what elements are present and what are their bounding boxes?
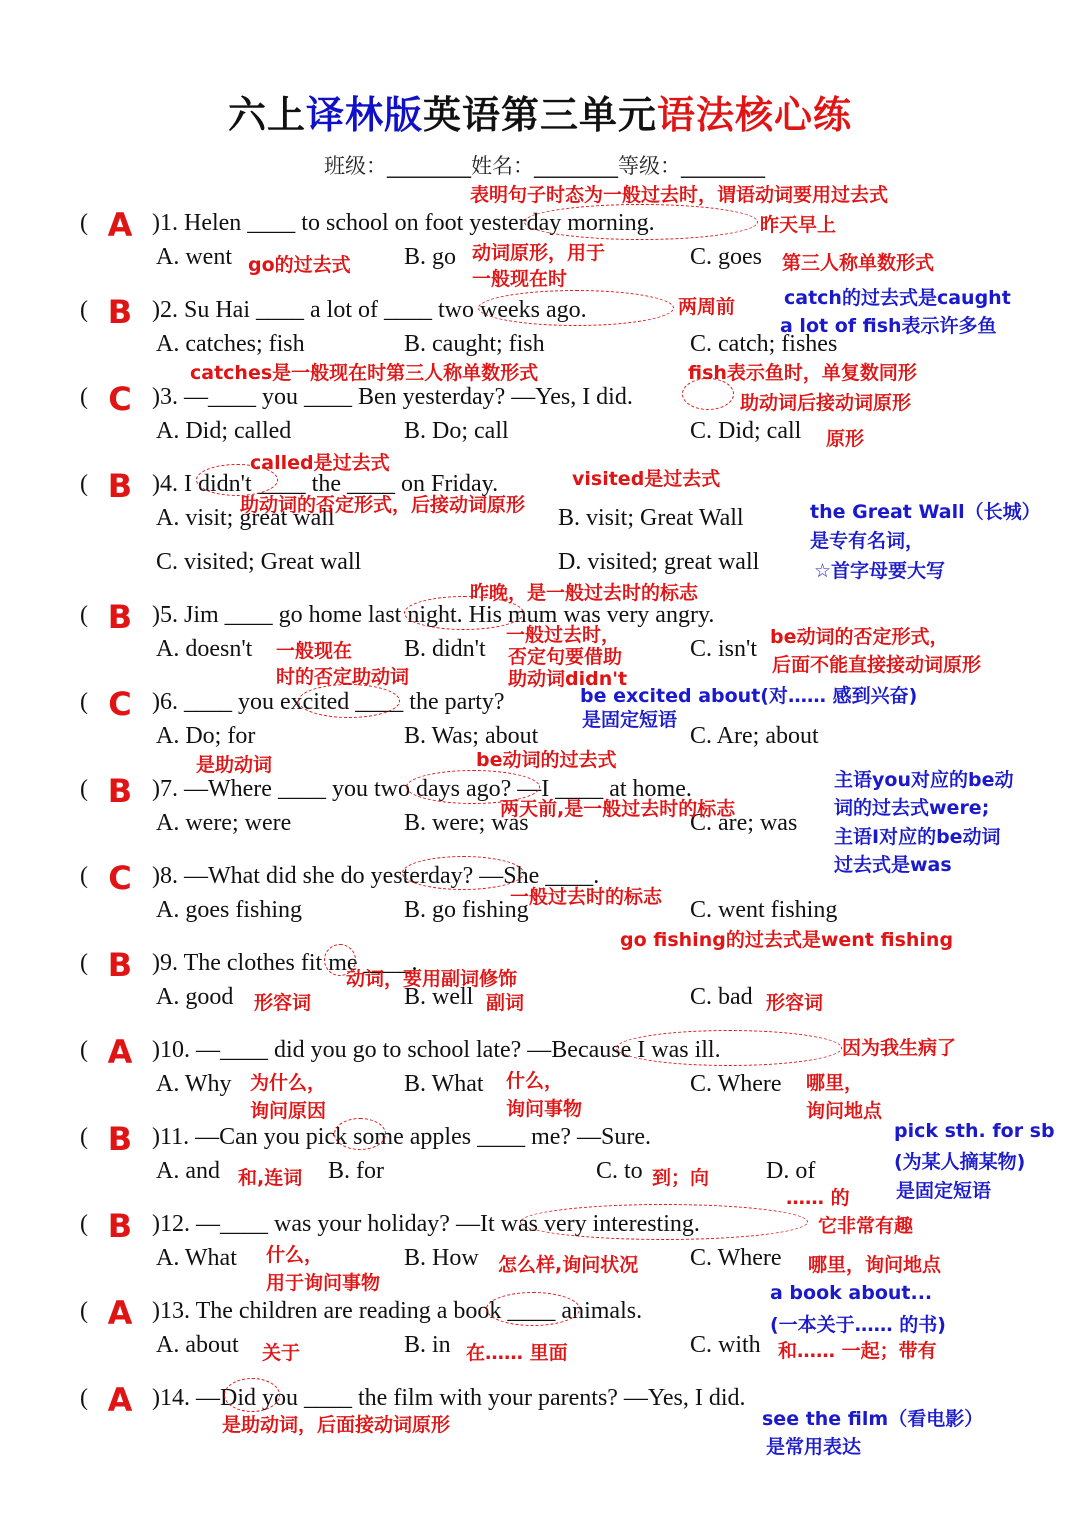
option-d: D. visited; great wall — [558, 549, 760, 575]
annotation-note: 一般现在 — [276, 640, 353, 662]
close-paren: ) — [152, 689, 160, 715]
answer-mark: A — [107, 1294, 133, 1332]
annotation-note: called是过去式 — [250, 452, 390, 474]
answer-mark: B — [107, 293, 133, 331]
annotation-note: 是固定短语 — [582, 709, 678, 731]
answer-mark: C — [108, 380, 132, 418]
question-body: 7. —Where ____ you two days ago? —I ____ at home. — [160, 776, 692, 802]
annotation-note: 形容词 — [766, 992, 824, 1014]
option-b: B. in — [404, 1332, 451, 1358]
question-body: 11. —Can you pick some apples ____ me? —Sure. — [160, 1124, 652, 1150]
answer-mark: C — [108, 859, 132, 897]
option-c: C. visited; Great wall — [156, 549, 362, 575]
annotation-note: 助动词didn't — [508, 668, 628, 690]
option-b: B. caught; fish — [404, 331, 545, 357]
dashed-circle-mark — [520, 1204, 808, 1240]
annotation-note: 一般过去时的标志 — [510, 886, 663, 908]
annotation-note: ☆首字母要大写 — [814, 560, 946, 582]
question-body: 12. —____ was your holiday? —It was very interesting. — [160, 1211, 700, 1237]
annotation-note: 在…… 里面 — [466, 1342, 568, 1364]
open-paren: ( — [80, 863, 88, 889]
annotation-note: go fishing的过去式是went fishing — [620, 929, 954, 951]
open-paren: ( — [80, 210, 88, 236]
open-paren: ( — [80, 1211, 88, 1237]
option-c: C. bad — [690, 984, 753, 1010]
option-a: A. doesn't — [156, 636, 253, 662]
annotation-note: 动词，要用副词修饰 — [346, 968, 518, 990]
question-body: 10. —____ did you go to school late? —Because I was ill. — [160, 1037, 721, 1063]
question-body: 1. Helen ____ to school on foot yesterday morning. — [160, 210, 655, 236]
page-title — [0, 84, 1080, 139]
option-a: A. Why — [156, 1071, 232, 1097]
option-a: A. Do; for — [156, 723, 256, 749]
dashed-circle-mark — [196, 464, 278, 496]
annotation-note: 是助动词 — [196, 754, 273, 776]
option-b: B. What — [404, 1071, 484, 1097]
open-paren: ( — [80, 1124, 88, 1150]
option-a: A. were; were — [156, 810, 292, 836]
answer-mark: B — [107, 1120, 133, 1158]
option-a: A. and — [156, 1158, 220, 1184]
close-paren: ) — [152, 384, 160, 410]
close-paren: ) — [152, 1211, 160, 1237]
dashed-circle-mark — [682, 378, 734, 410]
dashed-circle-mark — [524, 204, 758, 240]
close-paren: ) — [152, 210, 160, 236]
annotation-note: 为什么， — [250, 1072, 327, 1094]
answer-mark: A — [107, 1381, 133, 1419]
option-c: C. catch; fishes — [690, 331, 838, 357]
question-body: 4. I didn't ____ the ____ on Friday. — [160, 471, 499, 497]
question-body: 8. —What did she do yesterday? —She ____. — [160, 863, 600, 889]
open-paren: ( — [80, 471, 88, 497]
title-part-2: 译林版 — [305, 93, 423, 137]
annotation-note: 表明句子时态为一般过去时，谓语动词要用过去式 — [470, 184, 889, 206]
annotation-note: 原形 — [826, 428, 865, 450]
dashed-circle-mark — [404, 596, 524, 630]
annotation-note: 和,连词 — [238, 1167, 303, 1189]
annotation-note: 第三人称单数形式 — [782, 252, 935, 274]
answer-mark: B — [107, 598, 133, 636]
close-paren: ) — [152, 1124, 160, 1150]
close-paren: ) — [152, 863, 160, 889]
annotation-note: 昨晚，是一般过去时的标志 — [470, 582, 699, 604]
answer-mark: B — [107, 1207, 133, 1245]
open-paren: ( — [80, 602, 88, 628]
close-paren: ) — [152, 471, 160, 497]
annotation-note: catch的过去式是caught — [784, 287, 1011, 309]
annotation-note: be动词的过去式 — [476, 749, 617, 771]
dashed-circle-mark — [486, 1292, 580, 1326]
option-b: B. well — [404, 984, 474, 1010]
dashed-circle-mark — [478, 290, 674, 326]
annotation-note: 助动词的否定形式，后接动词原形 — [240, 494, 526, 516]
dashed-circle-mark — [324, 944, 356, 976]
dashed-circle-mark — [402, 856, 524, 890]
annotation-note: 是常用表达 — [766, 1436, 862, 1458]
student-info-line: 班级：________姓名：________等级：________ — [324, 154, 765, 178]
question-body: 13. The children are reading a book ____ animals. — [160, 1298, 643, 1324]
annotation-note: 两天前,是一般过去时的标志 — [500, 798, 736, 820]
annotation-note: see the film（看电影） — [762, 1408, 984, 1430]
annotation-note: a lot of fish表示许多鱼 — [780, 315, 997, 337]
dashed-circle-mark — [224, 1378, 280, 1412]
close-paren: ) — [152, 1037, 160, 1063]
annotation-note: 关于 — [262, 1342, 301, 1364]
annotation-note: 动词原形，用于 — [472, 242, 606, 264]
open-paren: ( — [80, 950, 88, 976]
annotation-note: 和…… 一起；带有 — [778, 1340, 937, 1362]
open-paren: ( — [80, 384, 88, 410]
open-paren: ( — [80, 1298, 88, 1324]
option-c: C. Did; call — [690, 418, 802, 444]
annotation-note: go的过去式 — [248, 254, 351, 276]
open-paren: ( — [80, 689, 88, 715]
answer-mark: A — [107, 1033, 133, 1071]
option-c: C. are; was — [690, 810, 798, 836]
option-a: A. about — [156, 1332, 239, 1358]
annotation-note: 什么， — [506, 1070, 564, 1092]
annotation-note: 是助动词，后面接动词原形 — [222, 1414, 451, 1436]
option-d: D. of — [766, 1158, 816, 1184]
annotation-note: 一般现在时 — [472, 268, 568, 290]
question-body: 6. ____ you excited ____ the party? — [160, 689, 505, 715]
answer-mark: B — [107, 467, 133, 505]
annotation-note: (为某人摘某物) — [894, 1151, 1026, 1173]
annotation-note: 过去式是was — [834, 854, 952, 876]
dashed-circle-mark — [298, 684, 400, 718]
option-b: B. go fishing — [404, 897, 529, 923]
title-part-3: 英语第三单元 — [423, 93, 658, 137]
option-b: B. Do; call — [404, 418, 509, 444]
open-paren: ( — [80, 776, 88, 802]
annotation-note: 是固定短语 — [896, 1180, 992, 1202]
option-c: C. Where — [690, 1071, 782, 1097]
question-body: 5. Jim ____ go home last night. His mum was very angry. — [160, 602, 715, 628]
option-a: A. What — [156, 1245, 237, 1271]
annotation-note: (一本关于…… 的书) — [770, 1314, 946, 1336]
title-part-4: 语法核心练 — [657, 93, 853, 137]
open-paren: ( — [80, 1037, 88, 1063]
option-b: B. visit; Great Wall — [558, 505, 744, 531]
annotation-note: visited是过去式 — [572, 468, 721, 490]
option-a: A. goes fishing — [156, 897, 302, 923]
annotation-note: 用于询问事物 — [266, 1272, 381, 1294]
annotation-note: 两周前 — [678, 296, 736, 318]
dashed-circle-mark — [616, 1030, 842, 1066]
annotation-note: 询问事物 — [506, 1098, 583, 1120]
annotation-note: 主语you对应的be动 — [834, 769, 1014, 791]
close-paren: ) — [152, 297, 160, 323]
annotation-note: 哪里， — [806, 1072, 864, 1094]
annotation-note: 怎么样,询问状况 — [498, 1254, 639, 1276]
close-paren: ) — [152, 1298, 160, 1324]
annotation-note: 时的否定助动词 — [276, 666, 410, 688]
question-body: 14. —Did you ____ the film with your parents? —Yes, I did. — [160, 1385, 746, 1411]
option-a: A. catches; fish — [156, 331, 305, 357]
close-paren: ) — [152, 1385, 160, 1411]
option-c: C. to — [596, 1158, 643, 1184]
annotation-note: fish表示鱼时，单复数同形 — [688, 362, 917, 384]
question-body: 2. Su Hai ____ a lot of ____ two weeks ago. — [160, 297, 587, 323]
option-a: A. good — [156, 984, 234, 1010]
option-c: C. with — [690, 1332, 761, 1358]
dashed-circle-mark — [406, 770, 540, 804]
option-c: C. went fishing — [690, 897, 838, 923]
answer-mark: C — [108, 685, 132, 723]
open-paren: ( — [80, 297, 88, 323]
annotation-note: …… 的 — [786, 1187, 850, 1209]
option-c: C. Where — [690, 1245, 782, 1271]
title-part-1: 六上 — [227, 93, 306, 137]
option-a: A. went — [156, 244, 232, 270]
annotation-note: 昨天早上 — [760, 214, 837, 236]
annotation-note: 询问地点 — [806, 1100, 883, 1122]
close-paren: ) — [152, 602, 160, 628]
question-body: 9. The clothes fit me ____. — [160, 950, 418, 976]
annotation-note: 到；向 — [652, 1167, 710, 1189]
annotation-note: 它非常有趣 — [818, 1215, 914, 1237]
answer-mark: B — [107, 772, 133, 810]
annotation-note: 哪里，询问地点 — [808, 1254, 942, 1276]
option-b: B. go — [404, 244, 457, 270]
option-c: C. goes — [690, 244, 762, 270]
open-paren: ( — [80, 1385, 88, 1411]
annotation-note: 什么， — [266, 1244, 324, 1266]
option-c: C. Are; about — [690, 723, 819, 749]
option-b: B. How — [404, 1245, 479, 1271]
question-row — [80, 1375, 746, 1419]
annotation-note: catches是一般现在时第三人称单数形式 — [190, 362, 539, 384]
option-b: B. didn't — [404, 636, 486, 662]
annotation-note: 否定句要借助 — [508, 646, 623, 668]
annotation-note: 后面不能直接接动词原形 — [772, 654, 982, 676]
annotation-note: 因为我生病了 — [842, 1037, 957, 1059]
dashed-circle-mark — [334, 1118, 386, 1150]
option-a: A. Did; called — [156, 418, 292, 444]
annotation-note: be excited about(对…… 感到兴奋) — [580, 685, 918, 707]
annotation-note: 副词 — [486, 992, 525, 1014]
annotation-note: 词的过去式were; — [834, 797, 990, 819]
annotation-note: pick sth. for sb — [894, 1120, 1055, 1142]
option-b: B. for — [328, 1158, 384, 1184]
annotation-note: 主语I对应的be动词 — [834, 826, 1001, 848]
question-body: 3. —____ you ____ Ben yesterday? —Yes, I did. — [160, 384, 633, 410]
annotation-note: a book about... — [770, 1282, 933, 1304]
annotation-note: be动词的否定形式， — [770, 626, 949, 648]
close-paren: ) — [152, 950, 160, 976]
option-a: A. visit; great wall — [156, 505, 335, 531]
option-b: B. were; was — [404, 810, 529, 836]
answer-mark: B — [107, 946, 133, 984]
annotation-note: the Great Wall（长城） — [810, 501, 1041, 523]
annotation-note: 助动词后接动词原形 — [740, 392, 912, 414]
close-paren: ) — [152, 776, 160, 802]
option-b: B. Was; about — [404, 723, 539, 749]
annotation-note: 是专有名词， — [810, 530, 925, 552]
option-c: C. isn't — [690, 636, 758, 662]
annotation-note: 一般过去时， — [506, 624, 621, 646]
annotation-note: 形容词 — [254, 992, 312, 1014]
answer-mark: A — [107, 206, 133, 244]
annotation-note: 询问原因 — [250, 1100, 327, 1122]
